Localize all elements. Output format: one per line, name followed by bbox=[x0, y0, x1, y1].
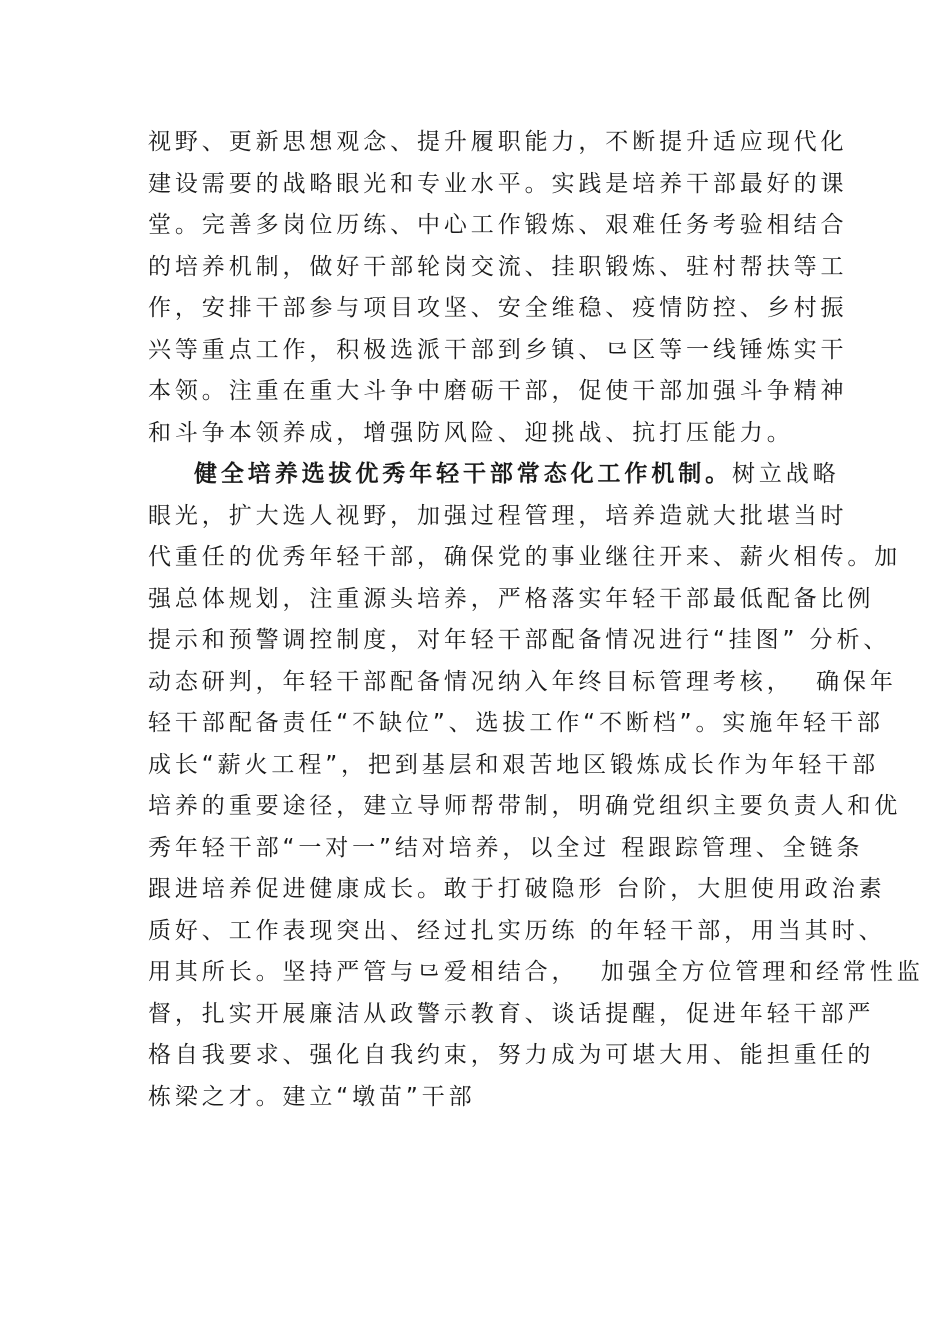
heading-continuation: 树立战略 bbox=[732, 461, 840, 487]
text-line: 提示和预警调控制度，对年轻干部配备情况进行“挂图” 分析、 bbox=[148, 627, 891, 653]
paragraph-1 bbox=[148, 122, 848, 454]
document-body bbox=[148, 122, 924, 1118]
paragraph-2 bbox=[148, 454, 924, 1118]
text-line: 用其所长。坚持严管与⺋爱相结合， 加强全方位管理和经常性监 bbox=[148, 959, 924, 985]
text-line: 和斗争本领养成，增强防风险、迎挑战、抗打压能力。 bbox=[148, 419, 794, 446]
text-line: 轻干部配备责任“不缺位”、选拔工作“不断档”。实施年轻干部 bbox=[148, 710, 884, 736]
text-line: 强总体规划，注重源头培养，严格落实年轻干部最低配备比例 bbox=[148, 585, 875, 612]
text-line: 跟进培养促进健康成长。敢于打破隐形 台阶，大胆使用政治素 bbox=[148, 876, 886, 902]
text-line: 栋梁之才。建立“墩苗”干部 bbox=[148, 1083, 476, 1110]
text-line: 质好、工作表现突出、经过扎实历练 的年轻干部，用当其时、 bbox=[148, 917, 886, 944]
text-line: 成长“薪火工程”，把到基层和艰苦地区锻炼成长作为年轻干部 bbox=[148, 751, 880, 778]
text-line: 兴等重点工作，积极选派干部到乡镇、⺋区等一线锤炼实干 bbox=[148, 336, 848, 363]
text-line: 秀年轻干部“一对一”结对培养，以全过 程跟踪管理、全链条 bbox=[148, 834, 864, 861]
text-line: 作，安排干部参与项目攻坚、安全维稳、疫情防控、乡村振 bbox=[148, 295, 848, 321]
text-line: 代重任的优秀年轻干部，确保党的事业继往开来、薪火相传。加 bbox=[148, 544, 902, 570]
text-line: 动态研判，年轻干部配备情况纳入年终目标管理考核， 确保年 bbox=[148, 668, 897, 695]
text-line: 的培养机制，做好干部轮岗交流、挂职锻炼、驻村帮扶等工 bbox=[148, 253, 848, 280]
text-line: 培养的重要途径，建立导师帮带制，明确党组织主要负责人和优 bbox=[148, 793, 902, 819]
text-line: 格自我要求、强化自我约束，努力成为可堪大用、能担重任的 bbox=[148, 1042, 875, 1068]
text-line: 本领。注重在重大斗争中磨砺干部，促使干部加强斗争精神 bbox=[148, 378, 848, 404]
text-line: 堂。完善多岗位历练、中心工作锻炼、艰难任务考验相结合 bbox=[148, 212, 848, 238]
text-line: 督，扎实开展廉洁从政警示教育、谈话提醒，促进年轻干部严 bbox=[148, 1000, 875, 1027]
text-line: 眼光，扩大选人视野，加强过程管理，培养造就大批堪当时 bbox=[148, 502, 848, 529]
paragraph-2-first-line bbox=[148, 454, 848, 496]
text-line: 视野、更新思想观念、提升履职能力，不断提升适应现代化 bbox=[148, 129, 848, 155]
text-line: 建设需要的战略眼光和专业水平。实践是培养干部最好的课 bbox=[148, 170, 848, 197]
section-heading: 健全培养选拔优秀年轻干部常态化工作机制。 bbox=[194, 461, 732, 487]
